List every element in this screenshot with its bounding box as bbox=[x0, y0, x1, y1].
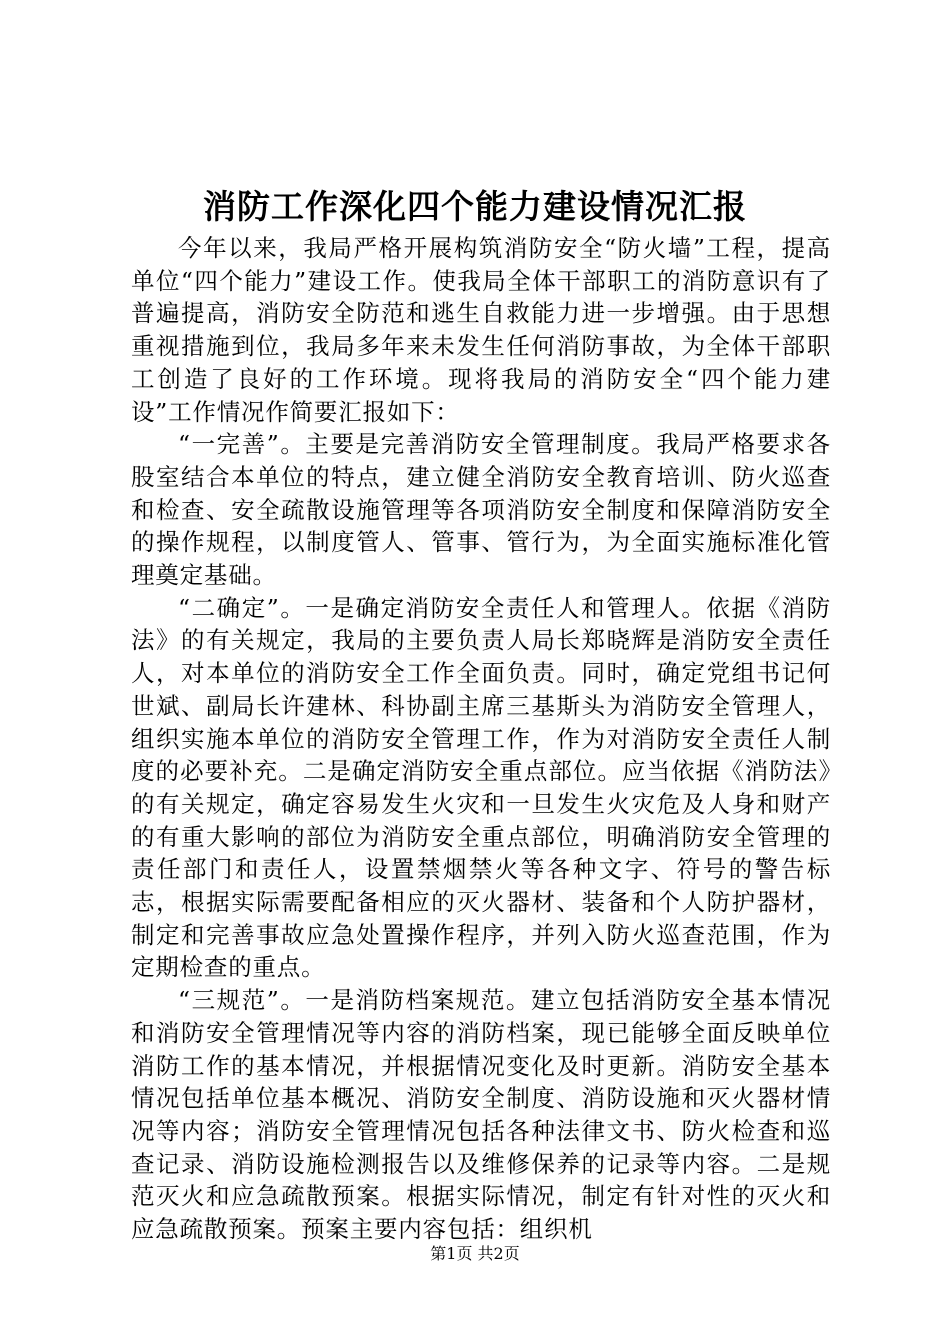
paragraph-one-improvement: “一完善”。主要是完善消防安全管理制度。我局严格要求各股室结合本单位的特点，建立健全消防安全教育培训、防火巡查和检查、安全疏散设施管理等各项消防安全制度和保障消防安全的操作规程，以制度管人、管事、管行为，为全面实施标准化管理奠定基础。 bbox=[131, 430, 831, 590]
paragraph-intro: 今年以来，我局严格开展构筑消防安全“防火墙”工程，提高单位“四个能力”建设工作。使我局全体干部职工的消防意识有了普遍提高，消防安全防范和逃生自救能力进一步增强。由于思想重视措施到位，我局多年来未发生任何消防事故，为全体干部职工创造了良好的工作环境。现将我局的消防安全“四个能力建设”工作情况作简要汇报如下： bbox=[131, 234, 831, 426]
document-body bbox=[131, 232, 831, 1246]
paragraph-three-standards: “三规范”。一是消防档案规范。建立包括消防安全基本情况和消防安全管理情况等内容的消防档案，现已能够全面反映单位消防工作的基本情况，并根据情况变化及时更新。消防安全基本情况包括单位基本概况、消防安全制度、消防设施和灭火器材情况等内容；消防安全管理情况包括各种法律文书、防火检查和巡查记录、消防设施检测报告以及维修保养的记录等内容。二是规范灭火和应急疏散预案。根据实际情况，制定有针对性的灭火和应急疏散预案。预案主要内容包括：组织机 bbox=[131, 986, 831, 1244]
document-title: 消防工作深化四个能力建设情况汇报 bbox=[203, 187, 747, 226]
page-number-footer: 第1页 共2页 bbox=[430, 1244, 520, 1263]
paragraph-two-determinations: “二确定”。一是确定消防安全责任人和管理人。依据《消防法》的有关规定，我局的主要负责人局长郑晓辉是消防安全责任人，对本单位的消防安全工作全面负责。同时，确定党组书记何世斌、副局长许建林、科协副主席三基斯头为消防安全管理人，组织实施本单位的消防安全管理工作，作为对消防安全责任人制度的必要补充。二是确定消防安全重点部位。应当依据《消防法》的有关规定，确定容易发生火灾和一旦发生火灾危及人身和财产的有重大影响的部位为消防安全重点部位，明确消防安全管理的责任部门和责任人，设置禁烟禁火等各种文字、符号的警告标志，根据实际需要配备相应的灭火器材、装备和个人防护器材，制定和完善事故应急处置操作程序，并列入防火巡查范围，作为定期检查的重点。 bbox=[131, 593, 831, 982]
